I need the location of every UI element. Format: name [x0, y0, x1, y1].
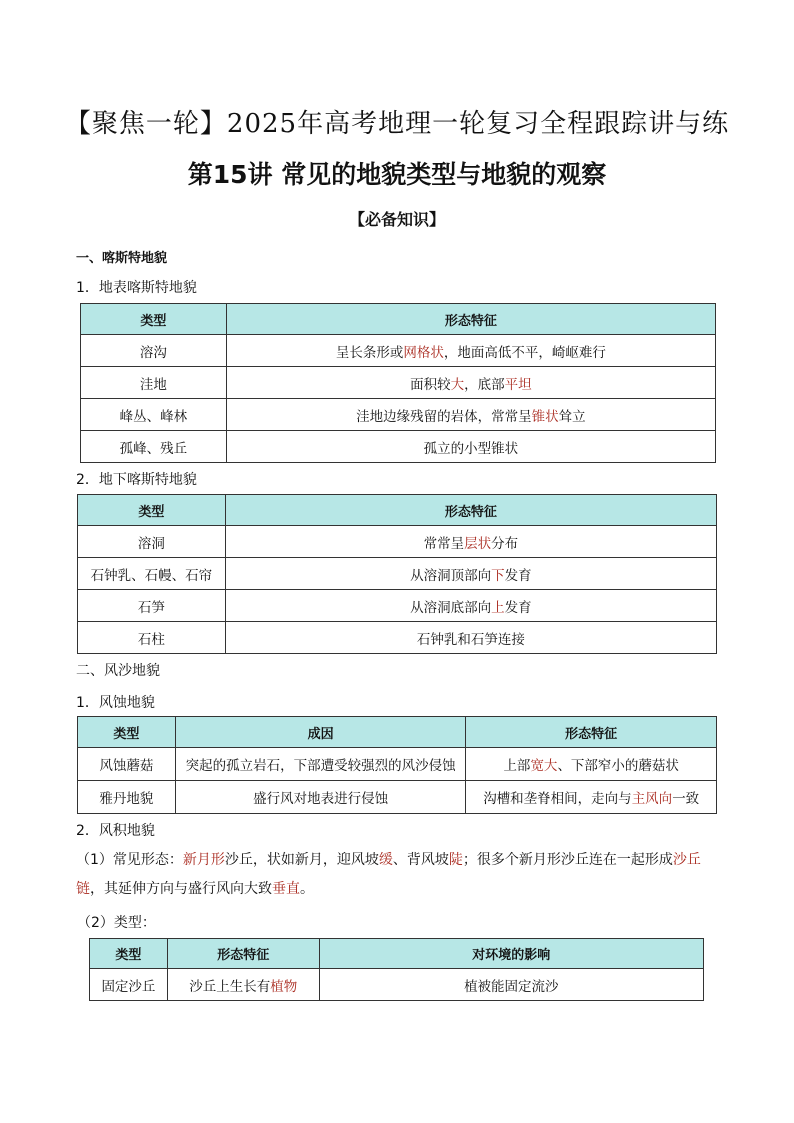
feature-cell: 洼地边缘残留的岩体，常常呈锥状耸立: [226, 399, 715, 431]
column-header: 成因: [175, 717, 466, 748]
column-header: 类型: [81, 304, 227, 335]
table-row: [81, 399, 716, 431]
wind-erosion-heading: 1．风蚀地貌: [76, 695, 155, 711]
type-cell: 固定沙丘: [90, 969, 168, 1001]
underground-karst-table: [77, 494, 717, 654]
column-header: 形态特征: [466, 717, 717, 748]
feature-cell: 常常呈层状分布: [225, 526, 716, 558]
surface-karst-table: [80, 303, 716, 463]
type-cell: 洼地: [81, 367, 227, 399]
table-row: [81, 367, 716, 399]
table-row: [78, 590, 717, 622]
type-cell: 风蚀蘑菇: [78, 748, 176, 781]
type-cell: 雅丹地貌: [78, 781, 176, 814]
type-cell: 石柱: [78, 622, 226, 654]
karst-heading: 一、喀斯特地貌: [76, 251, 168, 266]
type-cell: 石钟乳、石幔、石帘: [78, 558, 226, 590]
table-row: [78, 748, 717, 781]
surface-karst-heading: 1．地表喀斯特地貌: [76, 280, 197, 296]
feature-cell: 沟槽和垄脊相间，走向与主风向一致: [466, 781, 717, 814]
column-header: 类型: [90, 939, 168, 969]
type-cell: 孤峰、残丘: [81, 431, 227, 463]
impact-cell: 植被能固定流沙: [319, 969, 703, 1001]
feature-cell: 从溶洞底部向上发育: [225, 590, 716, 622]
column-header: 形态特征: [225, 495, 716, 526]
type-cell: 溶洞: [78, 526, 226, 558]
section-title: 【必备知识】: [348, 210, 445, 229]
feature-cell: 呈长条形或网格状，地面高低不平，崎岖难行: [226, 335, 715, 367]
table-header-row: [81, 304, 716, 335]
cause-cell: 盛行风对地表进行侵蚀: [175, 781, 466, 814]
table-row: [78, 558, 717, 590]
feature-cell: 石钟乳和石笋连接: [225, 622, 716, 654]
table-row: [90, 969, 704, 1001]
type-cell: 石笋: [78, 590, 226, 622]
table-row: [81, 431, 716, 463]
type-cell: 峰丛、峰林: [81, 399, 227, 431]
wind-erosion-table: [77, 716, 717, 814]
feature-cell: 从溶洞顶部向下发育: [225, 558, 716, 590]
document-title: 【聚焦一轮】2025年高考地理一轮复习全程跟踪讲与练: [64, 109, 730, 139]
column-header: 类型: [78, 495, 226, 526]
sand-dune-table: [89, 938, 704, 1001]
feature-cell: 孤立的小型锥状: [226, 431, 715, 463]
table-header-row: [78, 717, 717, 748]
column-header: 形态特征: [226, 304, 715, 335]
lecture-title: 第15讲 常见的地貌类型与地貌的观察: [187, 160, 607, 189]
underground-karst-heading: 2．地下喀斯特地貌: [76, 472, 197, 488]
table-row: [78, 622, 717, 654]
feature-cell: 上部宽大、下部窄小的蘑菇状: [466, 748, 717, 781]
type-cell: 溶沟: [81, 335, 227, 367]
cause-cell: 突起的孤立岩石，下部遭受较强烈的风沙侵蚀: [175, 748, 466, 781]
column-header: 对环境的影响: [319, 939, 703, 969]
table-row: [78, 526, 717, 558]
table-header-row: [78, 495, 717, 526]
feature-cell: 沙丘上生长有植物: [167, 969, 319, 1001]
table-row: [78, 781, 717, 814]
wind-deposition-heading: 2．风积地貌: [76, 823, 155, 839]
column-header: 形态特征: [167, 939, 319, 969]
table-row: [81, 335, 716, 367]
column-header: 类型: [78, 717, 176, 748]
table-header-row: [90, 939, 704, 969]
types-label: （2）类型：: [77, 915, 156, 931]
feature-cell: 面积较大，底部平坦: [226, 367, 715, 399]
common-forms-paragraph: （1）常见形态：新月形沙丘，状如新月，迎风坡缓、背风坡陡；很多个新月形沙丘连在一起形成沙丘链，其延伸方向与盛行风向大致垂直。: [76, 852, 701, 897]
aeolian-heading: 二、风沙地貌: [76, 663, 160, 679]
